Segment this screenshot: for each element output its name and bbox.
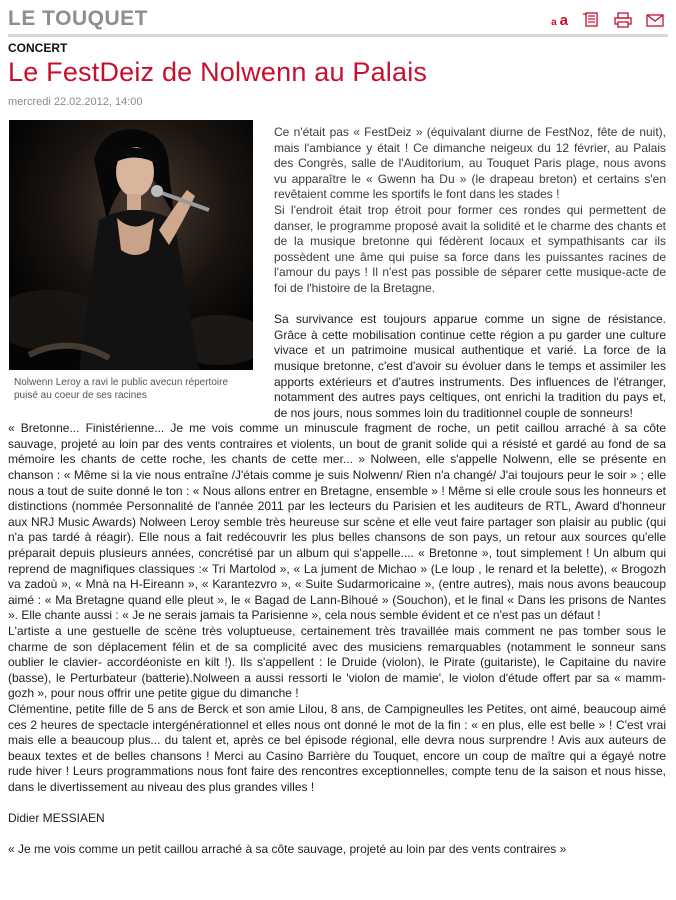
email-icon[interactable] [646,12,664,28]
paragraph: « Bretonne... Finistérienne... Je me vois comme un minuscule fragment de roche, un petit caillou arraché à sa côte sauvage, projeté au loin par des vents contraires et violents, un bout de granit solide qui a résisté et gardé au fond de sa mémoire les chants de cette roche, les chants de cette mer... » Nolween, elle s'appelle Nolwenn, elle se présente en chanson : « Même si la vie nous entraîne /J'étais comme je suis Nolwenn/ Rien n'a changé/ J'ai toujours peur le soir » ; elle nous a tout de suite donné le ton : « Nous allons entrer en Bretagne, ensemble » ! Même si elle croule sous les honneurs et distinctions (nommée Personnalité de l'année 2011 par les lecteurs du Parisien et les auditeurs de RTL, Award d'honneur aux NRJ Music Awards) Nolween Leroy semble très heureuse sur scène et elle veut faire partager son plaisir au public (qui n'a pas tardé à réagir). Elle nous a fait redécouvrir les plus belles chansons de son pays, un retour aux sources qu'elle préparait depuis plusieurs années, concrétisé par un album qui s'appelle.... « Bretonne », tout simplement ! Un album qui reprend de magnifiques classiques :« Tri Martolod », « La jument de Michao » (Le loup , le renard et la belette), « Brogozh va zadoù », « Mnà na H-Eireann », « Karantezvro », « Suite Sudarmoricaine », (entre autres), mais nous avons beaucoup aimé : « Ma Bretagne quand elle pleut », le « Bagad de Lann-Bihoué » (Souchon), et le final « Dans les prisons de Nantes ». Elle chante aussi : « Je ne serais jamais ta Parisienne », cela nous semble évident et ce n'est pas un défaut ! [8,421,666,623]
article-date: mercredi 22.02.2012, 14:00 [8,96,143,108]
paragraph: Clémentine, petite fille de 5 ans de Berck et son amie Lilou, 8 ans, de Campigneulles les Petites, ont aimé, beaucoup aimé ces 2 heures de spectacle intergénérationnel et elles nous ont donné le mot de la fin : « en plus, elle est belle » ! C'est vrai mais elle a beaucoup plus... du talent et, après ce bel épisode régional, elle devra nous surprendre ! Avis aux auteurs de beaux textes et de belles chansons ! Merci au Casino Barrière du Touquet, encore un coup de maître qui a égayé notre rude hiver ! Leurs programmations nous font faire des rencontres exceptionnelles, compte tenu de la saison et nous hisse, dans le divertissement au niveau des plus grandes villes ! [8,701,666,794]
font-decrease-button[interactable]: a [551,16,557,28]
article-kicker: CONCERT [8,41,68,55]
font-size-controls [551,12,568,29]
pull-quote: « Je me vois comme un petit caillou arraché à sa côte sauvage, projeté au loin par des vents contraires » [8,842,567,857]
article-title: Le FestDeiz de Nolwenn au Palais [8,57,428,87]
section-title: LE TOUQUET [8,7,148,30]
header-bar [8,6,668,37]
article-tools [551,10,664,30]
paragraph: Ce n'était pas « FestDeiz » (équivalant diurne de FestNoz, fête de nuit), mais l'ambiance y était ! Ce dimanche neigeux du 12 février, au Palais des Congrès, salle de l'Auditorium, au Touquet Paris plage, nous avons vu apparaître le « Gwenn ha Du » (le drapeau breton) et certains s'en revêtaient comme les sportifs le font dans les stades ! [274,125,666,202]
paragraph: L'artiste a une gestuelle de scène très voluptueuse, certainement très travaillée mais comment ne pas tomber sous le charme de son déplacement félin et de sa complicité avec des musiciens remarquables (notamment le sonneur sans oublier le clavier- accordéoniste en kilt !). Ils s'appellent : le Druide (violon), le Pirate (guitariste), le Capitaine du navire (basse), le Perturbateur (batterie).Nolween a aussi ressorti le 'violon de mamie', le violon d'étude offert par sa « mamm-gozh », pour nous offrir une petite gigue du dimanche ! [8,624,666,701]
comments-icon[interactable] [582,12,600,28]
author-signature: Didier MESSIAEN [8,811,105,826]
paragraph: Sa survivance est toujours apparue comme un signe de résistance. Grâce à cette mobilisation continue cette région a pu garder une culture vivace et un patrimoine musical authentique et varié. La force de la musique bretonne, c'est d'avoir su évoluer dans le temps et assimiler les apports extérieurs et d'autres instruments. Des influences de l'étranger, notamment des autres pays celtiques, ont enrichi la tradition du pays et, de nos jours, nous sommes loin du traditionnel couple de sonneurs! [274,312,666,420]
article-body [8,125,666,858]
photo-caption: Nolwenn Leroy a ravi le public avecun répertoire puisé au coeur de ses racines [14,377,229,401]
print-icon[interactable] [614,12,632,28]
paragraph: Si l'endroit était trop étroit pour former ces rondes qui permettent de danser, le programme proposé avait la solidité et le charme des chants et de la musique bretonne qui fédèrent locaux et sympathisants car ils possèdent une âme qui puise sa force dans les puissantes racines de l'amour du pays ! Il n'est pas possible de séparer cette musique-acte de foi de l'histoire de la Bretagne. [274,202,666,295]
font-increase-button[interactable]: a [559,11,568,29]
